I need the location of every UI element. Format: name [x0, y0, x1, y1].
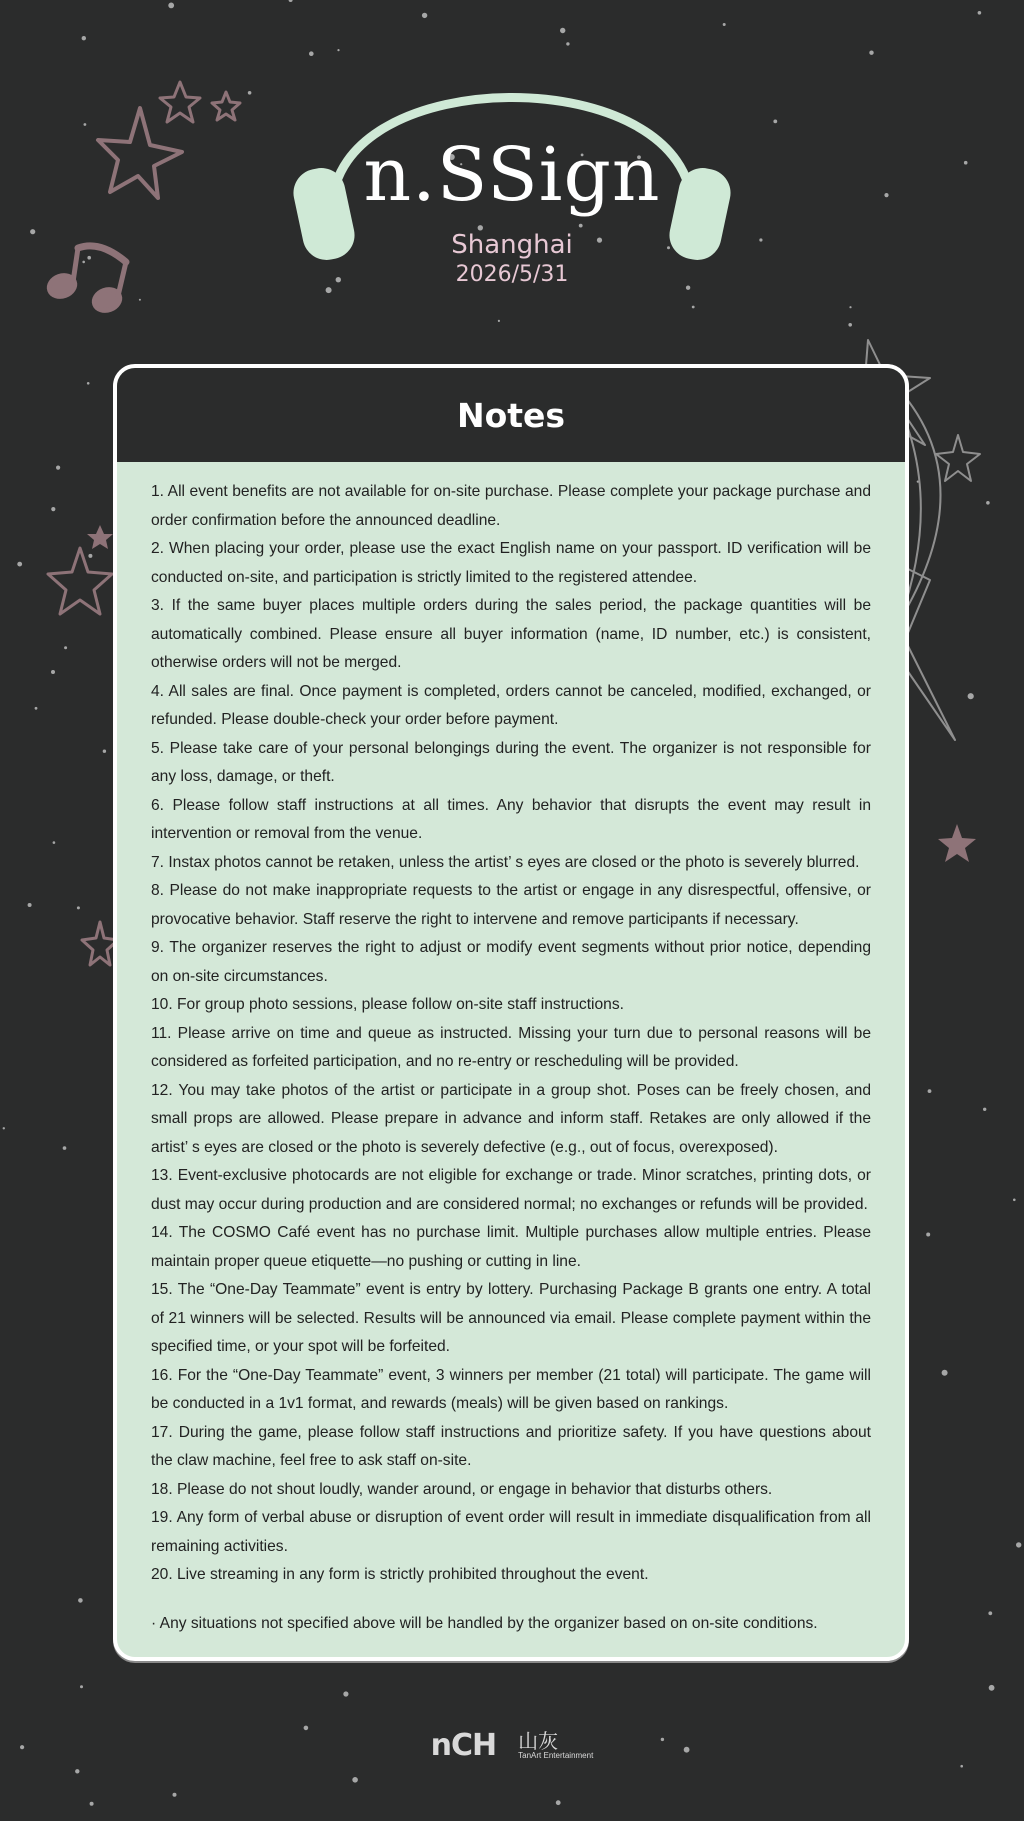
note-item: 20. Live streaming in any form is strictly prohibited throughout the event.: [151, 1566, 649, 1583]
notes-list: [117, 462, 905, 1590]
note-item: 6. Please follow staff instructions at all times. Any behavior that disrupts the event may result in intervention or removal from the venue.: [151, 796, 871, 842]
sparkle-dot: [90, 1802, 94, 1806]
sparkle-dot: [80, 1685, 83, 1688]
sparkle-dot: [35, 707, 38, 710]
sparkle-dot: [928, 1089, 932, 1093]
sparkle-dot: [3, 1127, 5, 1129]
note-item: 12. You may take photos of the artist or participate in a group shot. Poses can be freely chosen, and small props are allowed. Please prepare in advance and inform staff. Retakes are only allowed if the artist’ s eyes are closed or the photo is severely defective (e.g., out of focus, overexposed).: [151, 1081, 871, 1156]
note-item: 1. All event benefits are not available for on-site purchase. Please complete your package purchase and order confirmation before the announced deadline.: [151, 483, 871, 529]
event-date: 2026/5/31: [455, 262, 569, 287]
event-header: [0, 0, 1024, 340]
sparkle-dot: [28, 903, 32, 907]
sparkle-dot: [1016, 1542, 1021, 1547]
sparkle-dot: [78, 1598, 83, 1603]
sparkle-dot: [53, 841, 56, 844]
note-item: 15. The “One-Day Teammate” event is entry by lottery. Purchasing Package B grants one entry. A total of 21 winners will be selected. Results will be announced via email. Please complete payment within the specified time, or your spot will be forfeited.: [151, 1281, 871, 1355]
star-icon: [48, 548, 118, 965]
sparkle-dot: [75, 1769, 79, 1773]
sparkle-dot: [87, 382, 90, 385]
note-item: 17. During the game, please follow staff instructions and prioritize safety. If you have questions about the claw machine, feel free to ask staff on-site.: [151, 1423, 871, 1469]
nch-logo: nCH: [430, 1728, 497, 1763]
sparkle-dot: [960, 1765, 963, 1768]
event-city: Shanghai: [451, 230, 573, 260]
note-item: 19. Any form of verbal abuse or disruption of event order will result in immediate disqualification from all remaining activities.: [151, 1509, 871, 1555]
tanart-logo: [518, 1728, 594, 1761]
notes-footnote: · Any situations not specified above will be handled by the organizer based on on-site conditions.: [151, 1614, 818, 1632]
sparkle-dot: [17, 562, 22, 567]
sparkle-dot: [103, 750, 106, 753]
tanart-logo-en: TanArt Entertainment: [518, 1750, 594, 1760]
note-item: 7. Instax photos cannot be retaken, unless the artist’ s eyes are closed or the photo is severely blurred.: [151, 853, 860, 871]
note-item: 5. Please take care of your personal belongings during the event. The organizer is not responsible for any loss, damage, or theft.: [151, 739, 871, 785]
sparkle-dot: [1013, 1199, 1016, 1202]
sparkle-dot: [56, 466, 60, 470]
note-item: 8. Please do not make inappropriate requests to the artist or engage in any disrespectful, offensive, or provocative behavior. Staff reserve the right to intervene and remove participants if necessary.: [151, 882, 871, 928]
notes-card-header: [117, 368, 905, 462]
sparkle-dot: [926, 1233, 930, 1237]
sparkle-dot: [986, 501, 990, 505]
notes-title: Notes: [456, 395, 566, 435]
notes-card: [113, 364, 909, 1661]
note-item: 4. All sales are final. Once payment is completed, orders cannot be canceled, modified, exchanged, or refunded. Please double-check your order before payment.: [151, 682, 871, 728]
note-item: 18. Please do not shout loudly, wander around, or engage in behavior that disturbs others.: [151, 1480, 773, 1498]
note-item: 11. Please arrive on time and queue as instructed. Missing your turn due to personal reasons will be considered as forfeited participation, and no re-entry or rescheduling will be provided.: [151, 1024, 871, 1070]
sparkle-dot: [968, 693, 974, 699]
note-item: 10. For group photo sessions, please follow on-site staff instructions.: [151, 996, 624, 1013]
note-item: 9. The organizer reserves the right to adjust or modify event segments without prior notice, depending on on-site circumstances.: [151, 939, 871, 985]
note-item: 13. Event-exclusive photocards are not eligible for exchange or trade. Minor scratches, printing dots, or dust may occur during production and are considered normal; no exchanges or refunds will be provided.: [151, 1167, 871, 1213]
sparkle-dot: [983, 1108, 986, 1111]
sparkle-dot: [64, 646, 67, 649]
sparkle-dot: [352, 1777, 358, 1783]
sparkle-dot: [989, 1685, 995, 1691]
sparkle-dot: [77, 906, 80, 909]
sparkle-dot: [51, 670, 55, 674]
sparkle-dot: [556, 1800, 561, 1805]
star-icon: [938, 824, 976, 862]
footer-logos: [0, 1728, 1024, 1763]
sparkle-dot: [173, 1793, 177, 1797]
tanart-logo-cn: 山灰: [518, 1728, 559, 1753]
event-logo-title: n.SSign: [363, 132, 661, 218]
note-item: 16. For the “One-Day Teammate” event, 3 winners per member (21 total) will participate. The game will be conducted in a 1v1 format, and rewards (meals) will be given based on rankings.: [151, 1366, 871, 1412]
sparkle-dot: [51, 507, 55, 511]
sparkle-dot: [88, 554, 92, 558]
sparkle-dot: [988, 1611, 992, 1615]
note-item: 3. If the same buyer places multiple orders during the sales period, the package quantities will be automatically combined. Please ensure all buyer information (name, ID number, etc.) is consistent, otherwise orders will not be merged.: [151, 597, 871, 671]
sparkle-dot: [942, 1370, 948, 1376]
star-icon: [87, 525, 113, 549]
note-item: 14. The COSMO Café event has no purchase limit. Multiple purchases allow multiple entries. Please maintain proper queue etiquette—no pushing or cutting in line.: [151, 1224, 871, 1270]
sparkle-dot: [343, 1691, 348, 1696]
sparkle-dot: [63, 1146, 67, 1150]
note-item: 2. When placing your order, please use the exact English name on your passport. ID verification will be conducted on-site, and participation is strictly limited to the registered attendee.: [151, 540, 871, 586]
